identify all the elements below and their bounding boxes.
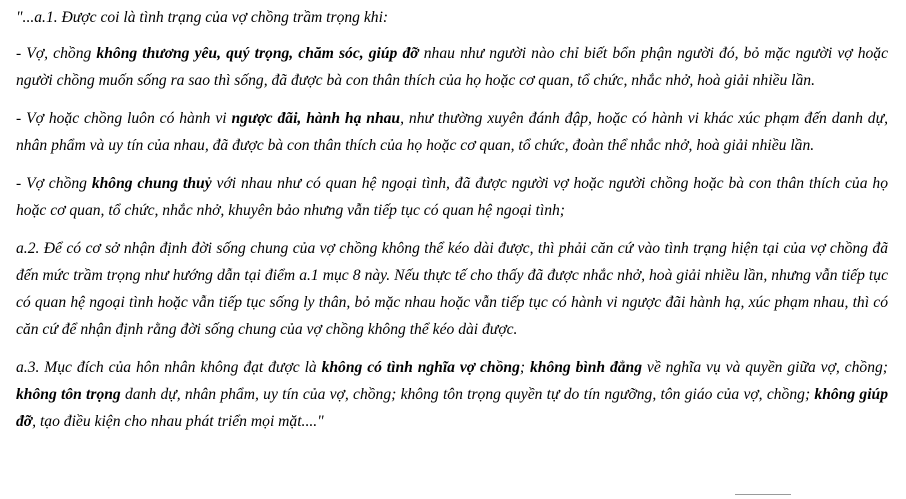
- paragraph-a3: [16, 354, 888, 435]
- bold-phrase: không có tình nghĩa vợ chồng: [321, 359, 520, 376]
- text-run: với nhau như có quan hệ ngoại tình, đã được người vợ hoặc người chồng hoặc bà con thân thích của họ hoặc cơ quan, tổ chức, nhắc nhở, khuyên bảo nhưng vẫn tiếp tục có quan hệ ngoại tình;: [16, 175, 888, 219]
- paragraph-a1-item-2: [16, 105, 888, 159]
- document-body: [16, 4, 888, 446]
- text-run: ;: [519, 359, 530, 376]
- bold-phrase: không thương yêu, quý trọng, chăm sóc, giúp đỡ: [96, 45, 419, 62]
- text-run: a.3. Mục đích của hôn nhân không đạt được là: [16, 359, 322, 376]
- partial-underline-divider: [735, 494, 791, 495]
- text-run: danh dự, nhân phẩm, uy tín của vợ, chồng; không tôn trọng quyền tự do tín ngưỡng, tôn giáo của vợ, chồng;: [120, 386, 815, 403]
- text-run: về nghĩa vụ và quyền giữa vợ, chồng;: [642, 359, 888, 376]
- paragraph-a1-heading: [16, 4, 888, 31]
- text-run: , tạo điều kiện cho nhau phát triển mọi mặt....": [32, 413, 324, 430]
- text-run: - Vợ chồng: [16, 175, 92, 192]
- text-run: a.2. Để có cơ sở nhận định đời sống chung của vợ chồng không thể kéo dài được, thì phải căn cứ vào tình trạng hiện tại của vợ chồng đã đến mức trầm trọng như hướng dẫn tại điểm a.1 mục 8 này. Nếu thực tế cho thấy đã được nhắc nhở, hoà giải nhiều lần, nhưng vẫn tiếp tục có quan hệ ngoại tình hoặc vẫn tiếp tục sống ly thân, bỏ mặc nhau hoặc vẫn tiếp tục có hành vi ngược đãi hành hạ, xúc phạm nhau, thì có căn cứ để nhận định rằng đời sống chung của vợ chồng không thể kéo dài được.: [16, 240, 888, 338]
- text-run: , như thường xuyên đánh đập, hoặc có hành vi khác xúc phạm đến danh dự, nhân phẩm và uy tín của nhau, đã được bà con thân thích của họ hoặc cơ quan, tổ chức, đoàn thể nhắc nhở, hoà giải nhiều lần.: [16, 110, 888, 154]
- paragraph-a1-item-1: [16, 40, 888, 94]
- bold-phrase: không tôn trọng: [16, 386, 121, 403]
- text-run: nhau như người nào chỉ biết bổn phận người đó, bỏ mặc người vợ hoặc người chồng muốn sống ra sao thì sống, đã được bà con thân thích của họ hoặc cơ quan, tổ chức, nhắc nhở, hoà giải nhiều lần.: [16, 45, 889, 89]
- bold-phrase: ngược đãi, hành hạ nhau: [231, 110, 401, 127]
- bold-phrase: không giúp đỡ: [16, 386, 888, 430]
- paragraph-a2: [16, 235, 888, 343]
- text-run: "...a.1. Được coi là tình trạng của vợ chồng trầm trọng khi:: [16, 9, 389, 26]
- text-run: - Vợ hoặc chồng luôn có hành vi: [16, 110, 232, 127]
- bold-phrase: không chung thuỷ: [91, 175, 212, 192]
- text-run: - Vợ, chồng: [16, 45, 97, 62]
- paragraph-a1-item-3: [16, 170, 888, 224]
- bold-phrase: không bình đẳng: [529, 359, 643, 376]
